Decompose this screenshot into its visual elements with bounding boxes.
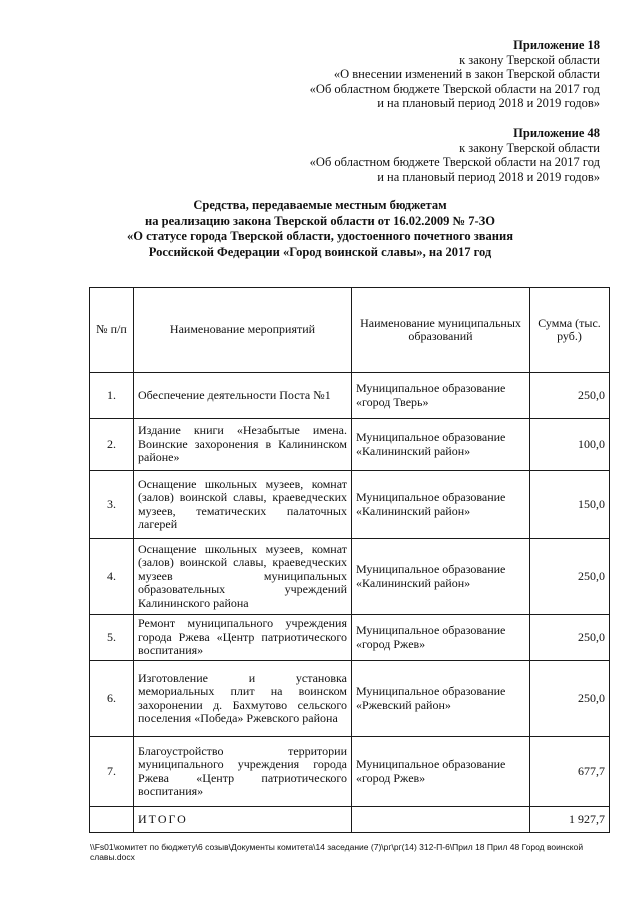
table-row (90, 373, 610, 419)
document-title (60, 198, 580, 260)
row-num: 6. (90, 661, 134, 737)
row-sum: 250,0 (530, 661, 610, 737)
row-num: 5. (90, 615, 134, 661)
row-sum: 677,7 (530, 737, 610, 807)
file-path-footer: \\Fs01\комитет по бюджету\6 созыв\Документы комитета\14 заседание (7)\рг\рг(14) 312-П-6\Прил 18 Прил 48 Город воинской славы.docx (90, 842, 584, 862)
appendix-48-header (310, 126, 600, 184)
table-row (90, 419, 610, 471)
row-sum: 250,0 (530, 615, 610, 661)
table-row (90, 661, 610, 737)
title-line: на реализацию закона Тверской области от 16.02.2009 № 7-ЗО (145, 213, 495, 228)
row-sum: 250,0 (530, 373, 610, 419)
table-row (90, 737, 610, 807)
table-header-row (90, 288, 610, 373)
appendix-18-line: «О внесении изменений в закон Тверской области (333, 67, 600, 81)
row-num: 3. (90, 471, 134, 539)
header-municipality: Наименование муниципальных образований (352, 288, 530, 373)
appendix-48-line: «Об областном бюджете Тверской области на 2017 год (309, 155, 600, 169)
appendix-18-title: Приложение 18 (513, 38, 600, 52)
total-num-cell (90, 807, 134, 833)
row-num: 7. (90, 737, 134, 807)
row-municipality: Муниципальное образование «Калининский район» (352, 471, 530, 539)
appendix-48-line: к закону Тверской области (459, 140, 600, 155)
header-name: Наименование мероприятий (134, 288, 352, 373)
table-row (90, 615, 610, 661)
row-name: Издание книги «Незабытые имена. Воинские захоронения в Калининском районе» (134, 419, 352, 471)
title-line: «О статусе города Тверской области, удостоенного почетного звания (127, 229, 513, 243)
total-municipality-cell (352, 807, 530, 833)
appendix-48-title: Приложение 48 (513, 126, 600, 140)
total-sum: 1 927,7 (530, 807, 610, 833)
header-num: № п/п (90, 288, 134, 373)
row-municipality: Муниципальное образование «Калининский район» (352, 539, 530, 615)
row-municipality: Муниципальное образование «город Тверь» (352, 373, 530, 419)
appendix-18-line: «Об областном бюджете Тверской области на 2017 год (309, 81, 600, 96)
budget-table (89, 287, 610, 833)
row-name: Оснащение школьных музеев, комнат (залов) воинской славы, краеведческих музеев муниципальных образовательных учреждений Калининского района (134, 539, 352, 615)
total-label: ИТОГО (134, 807, 352, 833)
title-line: Российской Федерации «Город воинской славы», на 2017 год (148, 244, 492, 259)
title-line: Средства, передаваемые местным бюджетам (193, 198, 447, 212)
row-sum: 250,0 (530, 539, 610, 615)
row-name: Благоустройство территории муниципального учреждения города Ржева «Центр патриотического воспитания» (134, 737, 352, 807)
row-num: 4. (90, 539, 134, 615)
row-num: 1. (90, 373, 134, 419)
appendix-18-line: и на плановый период 2018 и 2019 годов» (377, 96, 600, 110)
row-municipality: Муниципальное образование «город Ржев» (352, 615, 530, 661)
row-municipality: Муниципальное образование «город Ржев» (352, 737, 530, 807)
table-row (90, 539, 610, 615)
appendix-18-header (310, 38, 600, 111)
row-municipality: Муниципальное образование «Калининский район» (352, 419, 530, 471)
row-name: Обеспечение деятельности Поста №1 (134, 373, 352, 419)
row-name: Ремонт муниципального учреждения города Ржева «Центр патриотического воспитания» (134, 615, 352, 661)
row-sum: 150,0 (530, 471, 610, 539)
row-sum: 100,0 (530, 419, 610, 471)
table-row (90, 471, 610, 539)
header-sum: Сумма (тыс. руб.) (530, 288, 610, 373)
appendix-18-line: к закону Тверской области (459, 52, 600, 67)
row-num: 2. (90, 419, 134, 471)
row-municipality: Муниципальное образование «Ржевский район» (352, 661, 530, 737)
row-name: Оснащение школьных музеев, комнат (залов) воинской славы, краеведческих музеев, тематических палаточных лагерей (134, 471, 352, 539)
appendix-48-line: и на плановый период 2018 и 2019 годов» (377, 169, 600, 184)
row-name: Изготовление и установка мемориальных плит на воинском захоронении д. Бахмутово сельского поселения «Победа» Ржевского района (134, 661, 352, 737)
total-row (90, 807, 610, 833)
